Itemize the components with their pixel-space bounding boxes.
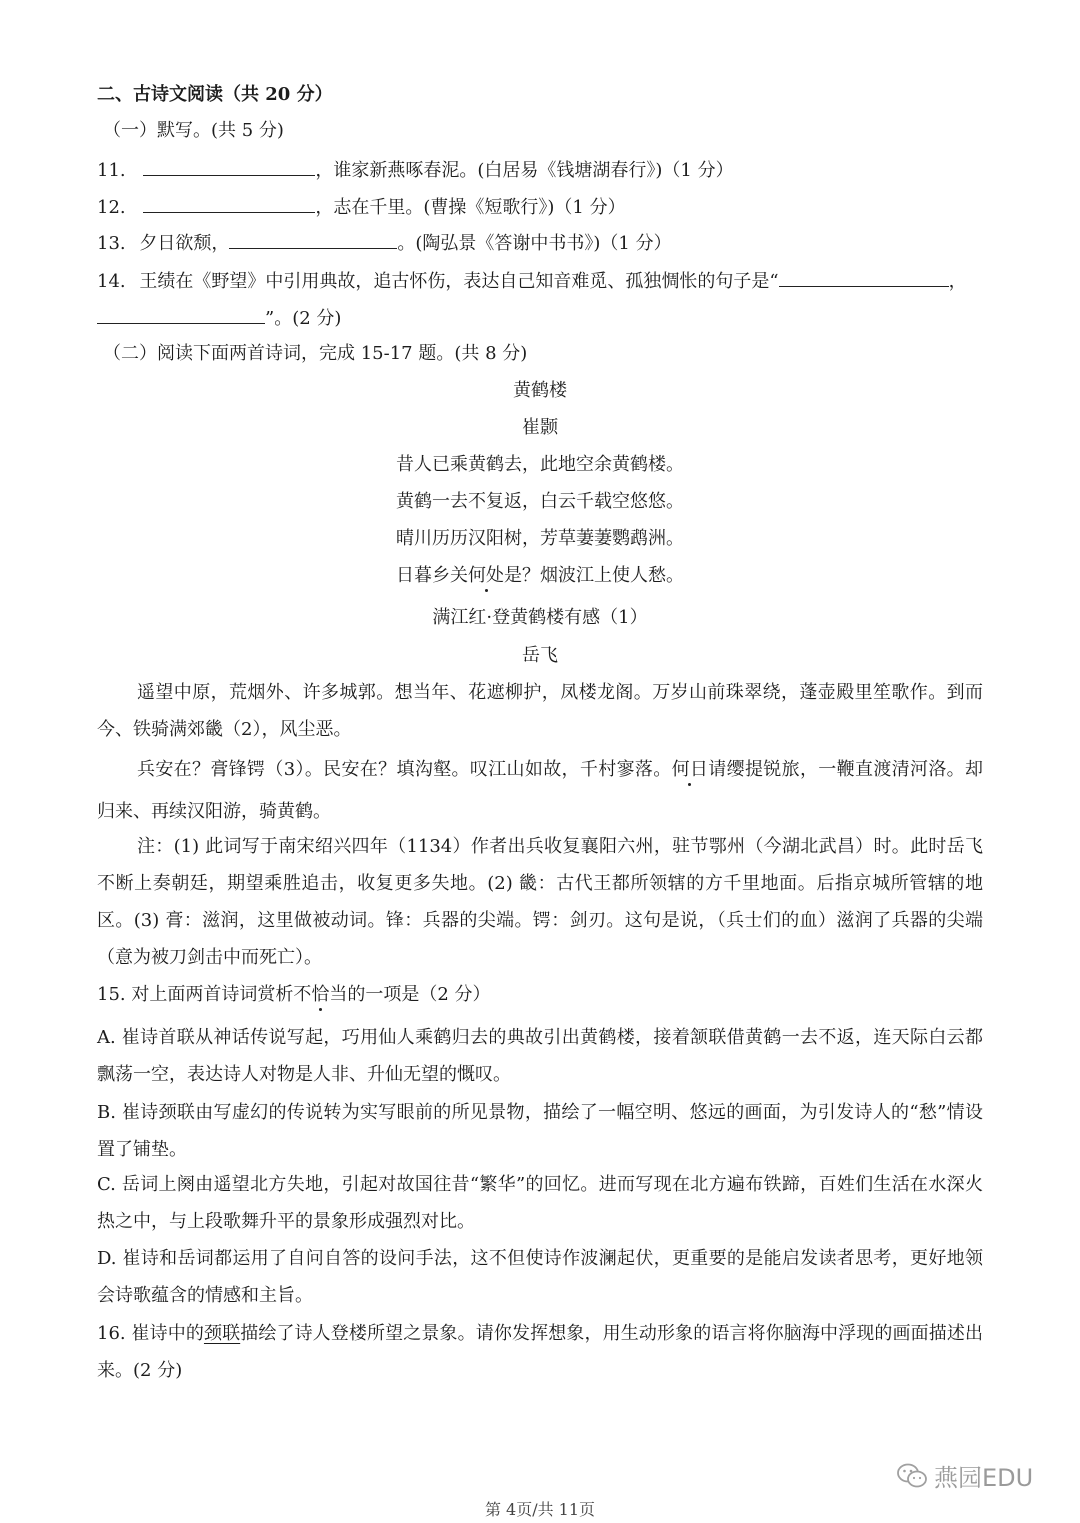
part1-heading: （一）默写。(共 5 分)	[103, 120, 284, 141]
part2-heading: （二）阅读下面两首诗词，完成 15-17 题。(共 8 分)	[103, 343, 528, 364]
q14-text: 王绩在《野望》中引用典故，追古怀伤，表达自己知音难觅、孤独惆怅的句子是“	[139, 271, 779, 292]
page-footer: 第 4页/共 11页	[484, 1500, 596, 1519]
q15-stem-a: 15. 对上面两首诗词赏析	[97, 984, 294, 1005]
q13-number: 13.	[97, 233, 126, 254]
poem1-line-4-a: 日暮乡关	[396, 565, 468, 586]
poem2-stanza-2	[97, 749, 983, 833]
poem1-line-4-c: 是？烟波江上使人愁。	[504, 565, 684, 586]
q13-prefix: 夕日欲颓，	[139, 233, 230, 254]
poem2-stanza-1: 遥望中原，荒烟外、许多城郭。想当年、花遮柳护，凤楼龙阁。万岁山前珠翠绕，蓬壶殿里笙歌作。到而今、铁骑满郊畿（2），风尘恶。	[97, 682, 983, 740]
question-13	[97, 230, 672, 256]
q16-stem-a: 16. 崔诗中的	[97, 1323, 204, 1344]
question-14-line2	[97, 305, 341, 331]
poem1-emphasis-heshu: 何处	[468, 565, 504, 586]
question-16	[97, 1315, 983, 1389]
poem2-emphasis-heri: 何日	[671, 759, 709, 780]
poem2-note: 注：(1) 此词写于南宋绍兴四年（1134）作者出兵收复襄阳六州，驻节鄂州（今湖北武昌）时。此时岳飞不断上奏朝廷，期望乘胜追击，收复更多失地。(2) 畿：古代王都所领辖的方千里地面。后指京城所管辖的地区。(3) 膏：滋润，这里做被动词。锋：兵器的尖端。锷：剑刃。这句是说，（兵士们的血）滋润了兵器的尖端（意为被刀剑击中而死亡）。	[97, 836, 983, 968]
q13-answer-blank[interactable]	[229, 230, 397, 249]
q12-number: 12.	[97, 197, 126, 218]
poem2-stanza-2-a: 兵安在？膏锋锷（3）。民安在？填沟壑。叹江山如故，千村寥落。	[137, 759, 672, 780]
q11-number: 11.	[97, 160, 126, 181]
poem1-title: 黄鹤楼	[513, 380, 567, 401]
q14-answer-blank-2[interactable]	[97, 305, 265, 324]
q16-stem-b: 描绘了诗人登楼所望之景象。请你发挥想象，用生动形象的语言将你脑海中浮现的画面描述出来。(2 分)	[97, 1323, 983, 1381]
section-title: 二、古诗文阅读（共 20 分）	[97, 84, 333, 105]
poem2-author: 岳飞	[522, 645, 558, 666]
q15-option-a[interactable]: A. 崔诗首联从神话传说写起，巧用仙人乘鹤归去的典故引出黄鹤楼，接着颔联借黄鹤一去不返，连天际白云都飘荡一空，表达诗人对物是人非、升仙无望的慨叹。	[97, 1027, 983, 1085]
q14-number: 14.	[97, 271, 126, 292]
wechat-icon	[896, 1462, 928, 1490]
question-14	[97, 268, 967, 294]
question-15-stem	[97, 983, 491, 1007]
poem1-line-1: 昔人已乘黄鹤去，此地空余黄鹤楼。	[396, 454, 684, 475]
watermark-text: 燕园EDU	[934, 1464, 1034, 1492]
q15-stem-c: 的一项是（2 分）	[347, 984, 491, 1005]
poem1-line-4	[0, 564, 1080, 588]
poem1-line-3: 晴川历历汉阳树，芳草萋萋鹦鹉洲。	[396, 528, 684, 549]
question-12	[97, 194, 626, 220]
poem1-author: 崔颢	[522, 417, 558, 438]
q15-option-c[interactable]: C. 岳词上阕由遥望北方失地，引起对故国往昔“繁华”的回忆。进而写现在北方遍布铁蹄，百姓们生活在水深火热之中，与上段歌舞升平的景象形成强烈对比。	[97, 1174, 983, 1232]
q14-end: ”。(2 分)	[265, 308, 342, 329]
poem1-line-2: 黄鹤一去不复返，白云千载空悠悠。	[396, 491, 684, 512]
poem2-stanza-2-c: 请缨提锐旅，一鞭直渡清河洛。却归来、再续汉阳游，骑黄鹤。	[97, 759, 984, 822]
watermark	[896, 1458, 1033, 1493]
q11-text: ，谁家新燕啄春泥。(白居易《钱塘湖春行》)（1 分）	[315, 160, 734, 181]
q12-text: ，志在千里。(曹操《短歌行》)（1 分）	[315, 197, 626, 218]
q14-comma: ，	[948, 271, 967, 292]
poem2-title: 满江红·登黄鹤楼有感（1）	[432, 607, 648, 628]
q13-suffix: 。(陶弘景《答谢中书书》)（1 分）	[397, 233, 672, 254]
q11-answer-blank[interactable]	[143, 157, 315, 176]
question-11	[97, 157, 734, 183]
q15-option-b[interactable]: B. 崔诗颈联由写虚幻的传说转为实写眼前的所见景物，描绘了一幅空明、悠远的画面，为引发诗人的“愁”情设置了铺垫。	[97, 1102, 983, 1160]
q14-answer-blank-1[interactable]	[779, 268, 949, 287]
q15-option-d[interactable]: D. 崔诗和岳词都运用了自问自答的设问手法，这不但使诗作波澜起伏，更重要的是能启发读者思考，更好地领会诗歌蕴含的情感和主旨。	[97, 1248, 983, 1306]
q12-answer-blank[interactable]	[143, 194, 315, 213]
q15-emphasis-buqiadang: 不恰当	[293, 984, 348, 1005]
q16-underlined-jinglian: 颈联	[203, 1323, 241, 1344]
